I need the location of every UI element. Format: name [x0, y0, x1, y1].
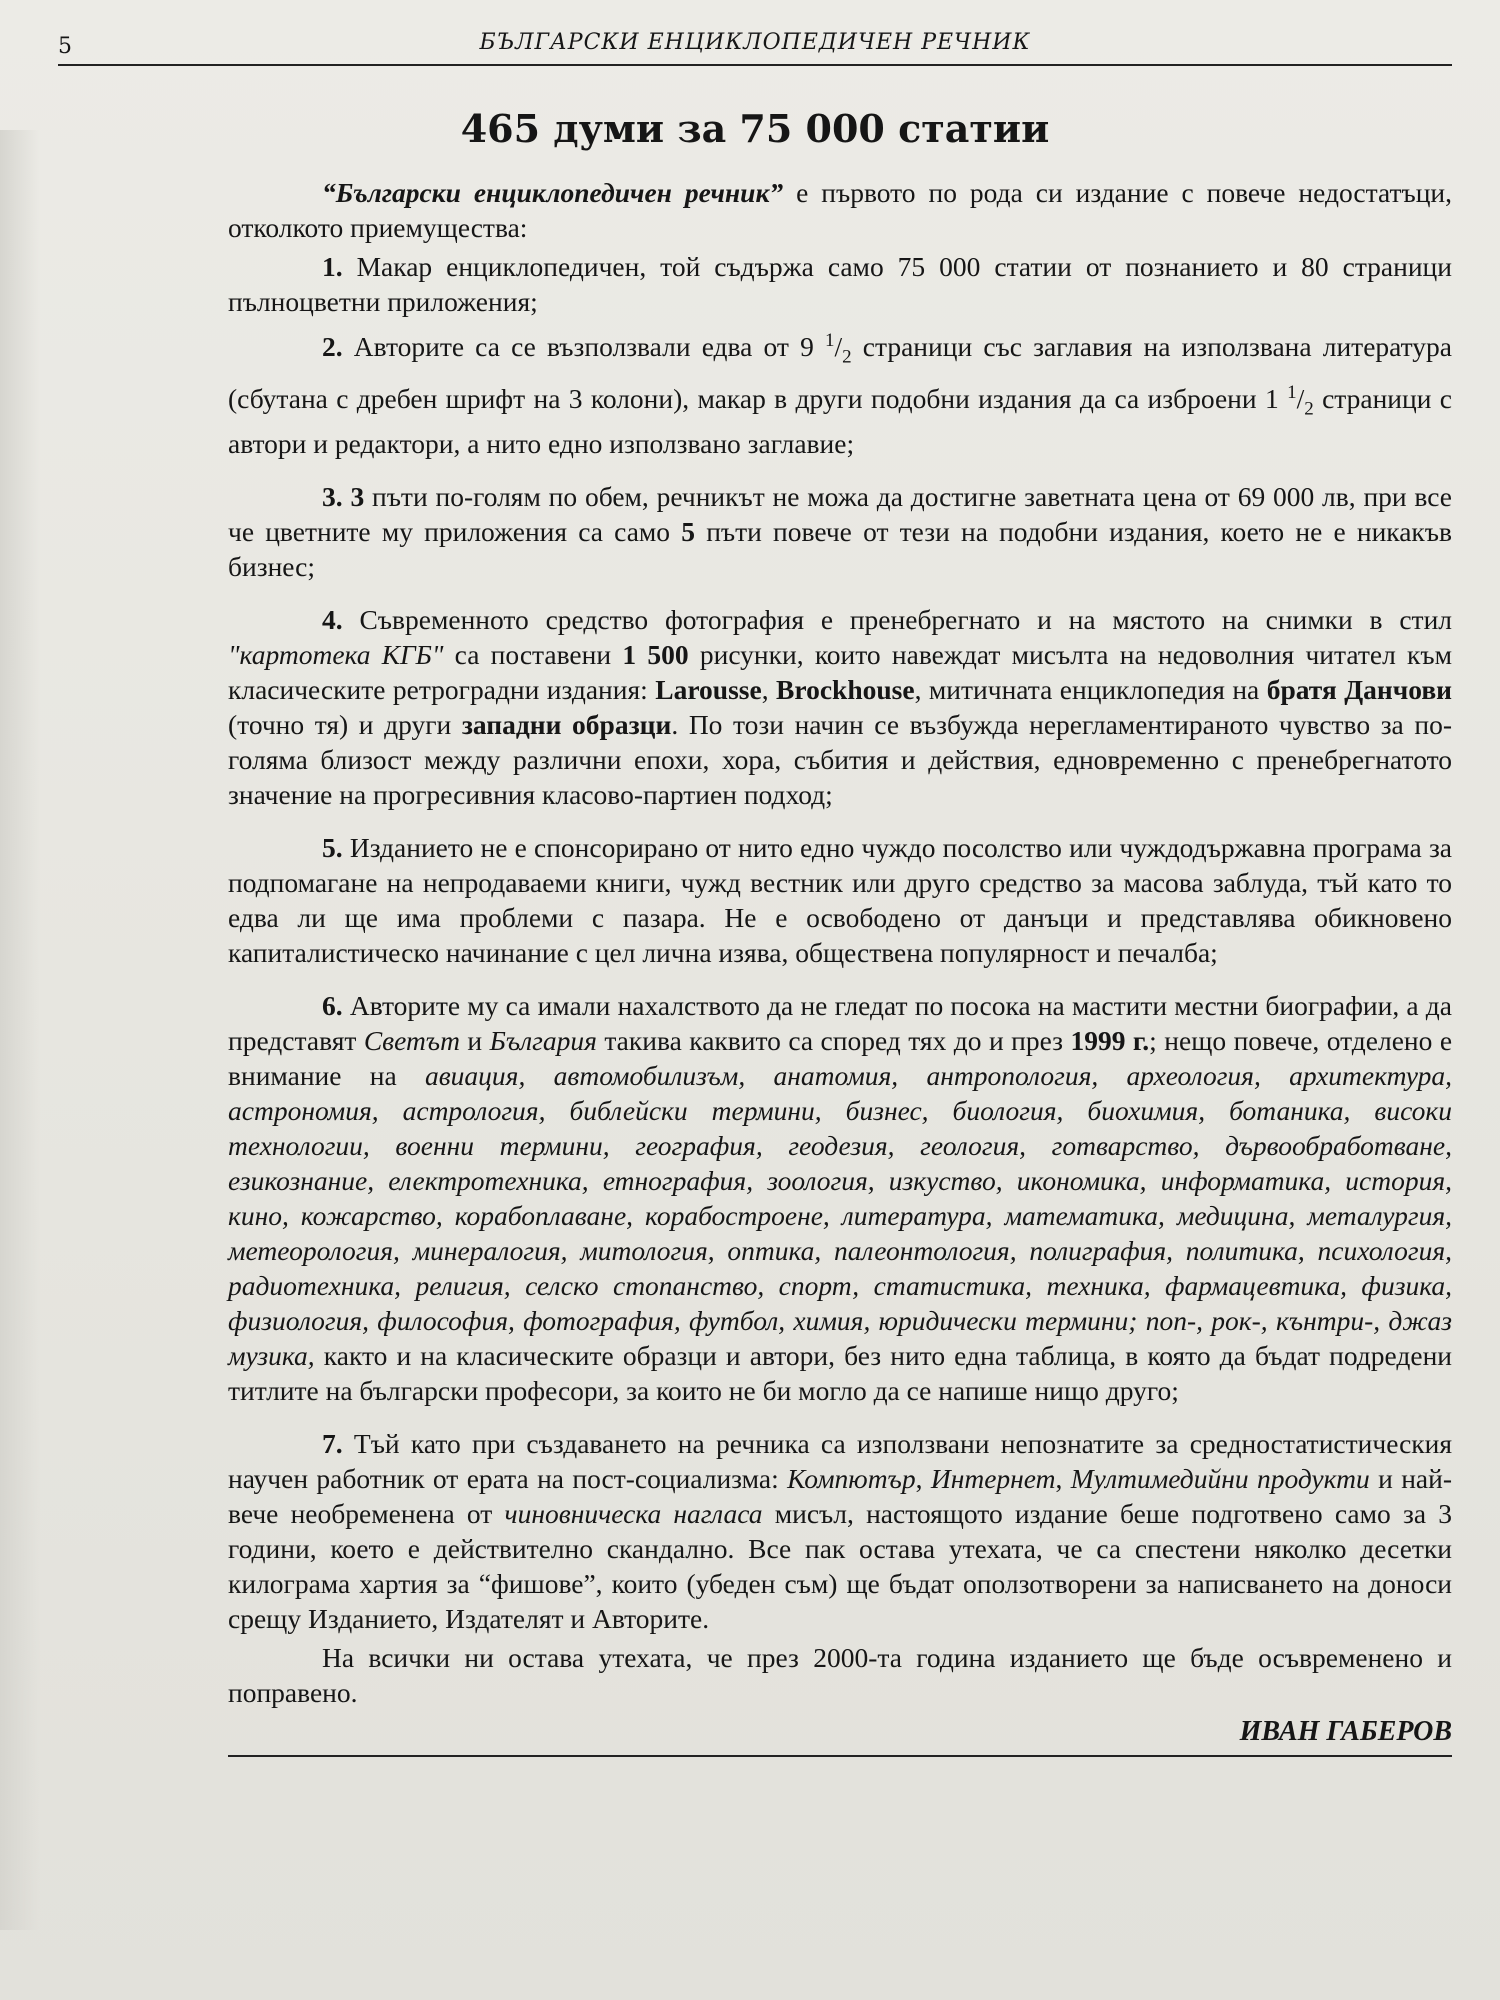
list-item: 7. Тъй като при създаването на речника са използвани непознатите за средностатистическия научен работник от ерата на пост-социализма: Компютър, Интернет, Мултимедийни продукти и най-вече необременена от чиновническа нагласа мисъл, настоящото издание беше подготвено само за 3 години, което е действително скандално. Все пак остава утехата, че са спестени няколко десетки килограма хартия за “фишове”, които (убеден съм) ще бъдат оползотворени за написването на доноси срещу Изданието, Издателят и Авторите.	[228, 1428, 1453, 1635]
page-header	[58, 24, 1452, 66]
list-item: 6. Авторите му са имали нахалството да не гледат по посока на мастити местни биографии, а да представят Светът и България такива каквито са според тях до и през 1999 г.; нещо повече, отделено е внимание на авиация, автомобилизъм, анатомия, антропология, археология, архитектура, астрономия, астрология, библейски термини, бизнес, биология, биохимия, ботаника, високи технологии, военни термини, география, геодезия, геология, готварство, дървообработване, езикознание, електротехника, етнография, зоология, изкуство, икономика, информатика, история, кино, кожарство, корабоплаване, корабостроене, литература, математика, медицина, металургия, метеорология, минералогия, митология, оптика, палеонтология, полиграфия, политика, психология, радиотехника, религия, селско стопанство, спорт, статистика, техника, фармацевтика, физика, физиология, философия, фотография, футбол, химия, юридически термини; поп-, рок-, кънтри-, джаз музика, както и на класическите образци и автори, без нито една таблица, в която да бъдат подредени титлите на български професори, за които не би могло да се напише нищо друго;	[228, 990, 1453, 1407]
article-body	[228, 175, 1452, 1757]
list-item: 5. Изданието не е спонсорирано от нито едно чуждо посолство или чуждодържавна програма за подпомагане на непродаваеми книги, чужд вестник или друго средство за масова заблуда, тъй като то едва ли ще има проблеми с пазара. Не е освободено от данъци и представлява обикновено капиталистическо начинание с цел лична изява, обществена популярност и печалба;	[228, 832, 1453, 969]
page-title: 465 думи за 75 000 статии	[460, 106, 1050, 151]
list-item: 1. Макар енциклопедичен, той съдържа само 75 000 статии от познанието и 80 страници пълноцветни приложения;	[228, 251, 1452, 317]
closing-paragraph: На всички ни остава утехата, че през 2000-та година изданието ще бъде осъвременено и поправено.	[228, 1642, 1452, 1709]
intro-paragraph: “Български енциклопедичен речник” е първото по рода си издание с повече недостатъци, отколкото приемущества:	[228, 177, 1453, 243]
page-number: 5	[58, 34, 72, 59]
running-title: БЪЛГАРСКИ ЕНЦИКЛОПЕДИЧЕН РЕЧНИК	[479, 30, 1031, 55]
footer-rule	[228, 1755, 1452, 1757]
list-item: 4. Съвременното средство фотография е пренебрегнато и на мястото на снимки в стил "картотека КГБ" са поставени 1 500 рисунки, които навеждат мисълта на недоволния читател към класическите ретроградни издания: Larousse, Brockhouse, митичната енциклопедия на братя Данчови (точно тя) и други западни образци. По този начин се възбужда нерегламентираното чувство за по-голяма близост между различни епохи, хора, събития и действия, едновременно с пренебрегнатото значение на прогресивния класово-партиен подход;	[228, 604, 1453, 811]
author-signature: ИВАН ГАБЕРОВ	[1239, 1716, 1452, 1748]
page-shadow	[0, 130, 40, 1930]
list-item: 2. Авторите са се възползвали едва от 9 $^1/_2$ страници със заглавия на използвана литература (сбутана с дребен шрифт на 3 колони), макар в други подобни издания да са изброени 1 $^1/_2$ страници с автори и редактори, а нито едно използвано заглавие;	[228, 330, 1453, 460]
list-item: 3. 3 пъти по-голям по обем, речникът не можа да достигне заветната цена от 69 000 лв, при все че цветните му приложения са само 5 пъти повече от тези на подобни издания, което не е никакъв бизнес;	[228, 481, 1453, 583]
